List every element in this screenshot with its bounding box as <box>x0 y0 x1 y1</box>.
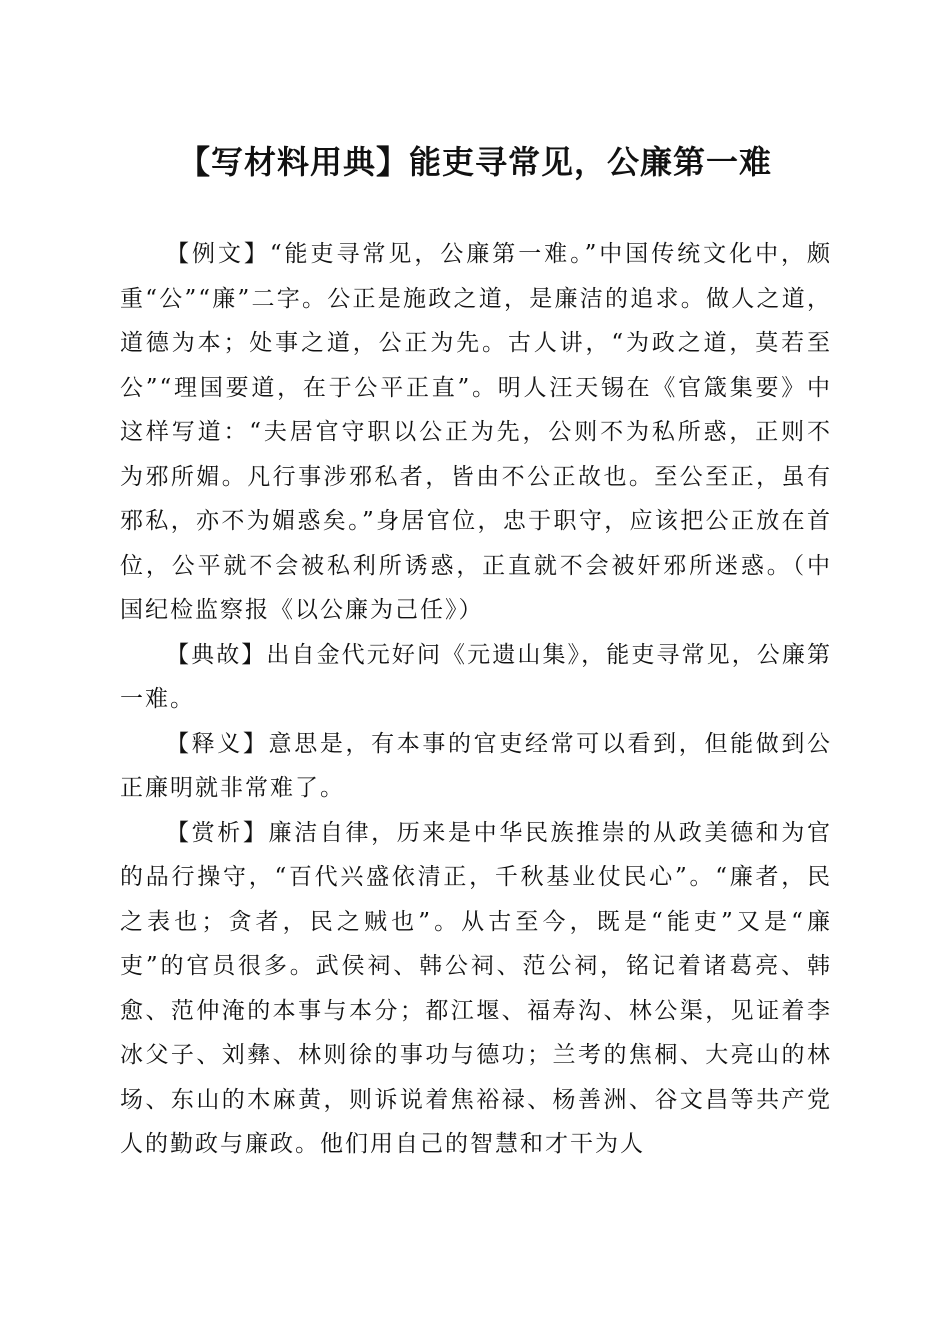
document-title: 【写材料用典】能吏寻常见，公廉第一难 <box>177 143 772 181</box>
document-body <box>120 232 832 1167</box>
paragraph-example: 【例文】“能吏寻常见，公廉第一难。”中国传统文化中，颇重“公”“廉”二字。公正是施政之道，是廉洁的追求。做人之道，道德为本；处事之道，公正为先。古人讲，“为政之道，莫若至公”“理国要道，在于公平正直”。明人汪天锡在《官箴集要》中这样写道：“夫居官守职以公正为先，公则不为私所惑，正则不为邪所媚。凡行事涉邪私者，皆由不公正故也。至公至正，虽有邪私，亦不为媚惑矣。”身居官位，忠于职守，应该把公正放在首位，公平就不会被私利所诱惑，正直就不会被奸邪所迷惑。（中国纪检监察报《以公廉为己任》） <box>120 241 832 623</box>
paragraph-appreciation: 【赏析】廉洁自律，历来是中华民族推崇的从政美德和为官的品行操守，“百代兴盛依清正，千秋基业仗民心”。“廉者，民之表也；贪者，民之贼也”。从古至今，既是“能吏”又是“廉吏”的官员很多。武侯祠、韩公祠、范公祠，铭记着诸葛亮、韩愈、范仲淹的本事与本分；都江堰、福寿沟、林公渠，见证着李冰父子、刘彝、林则徐的事功与德功；兰考的焦桐、大亮山的林场、东山的木麻黄，则诉说着焦裕禄、杨善洲、谷文昌等共产党人的勤政与廉政。他们用自己的智慧和才干为人 <box>120 819 832 1157</box>
paragraph-meaning: 【释义】意思是，有本事的官吏经常可以看到，但能做到公正廉明就非常难了。 <box>120 730 832 801</box>
paragraph-allusion: 【典故】出自金代元好问《元遗山集》，能吏寻常见，公廉第一难。 <box>120 641 832 712</box>
